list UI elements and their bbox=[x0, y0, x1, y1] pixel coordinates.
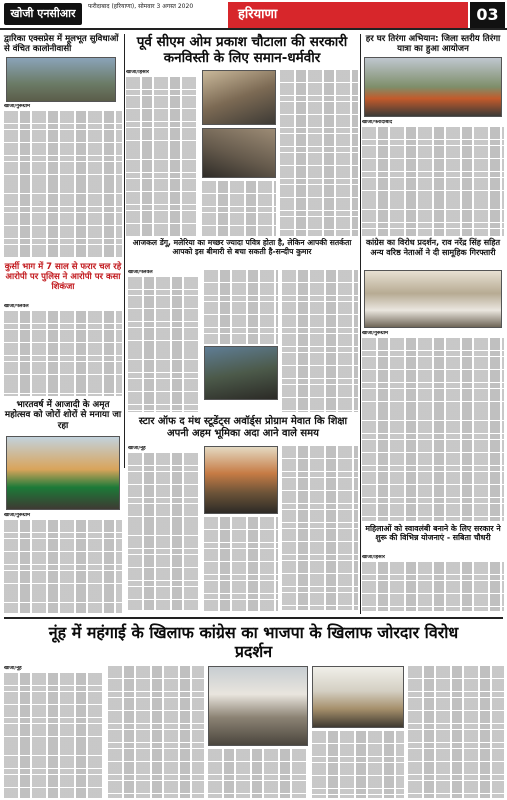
story-body bbox=[408, 666, 504, 798]
story-byline: खोजी/नूंह bbox=[128, 446, 146, 451]
story-body bbox=[108, 666, 204, 798]
story-byline: खोजी/पलवल bbox=[4, 304, 29, 309]
story-headline: हर घर तिरंगा अभियान: जिला स्तरीय तिरंगा यात्रा का हुआ आयोजन bbox=[365, 34, 501, 54]
story-byline: खोजी/गुरूग्राम bbox=[362, 331, 389, 336]
date-line: फरीदाबाद (हरियाणा), सोमवार 3 अगस्त 2020 bbox=[88, 3, 194, 10]
story-body bbox=[282, 446, 358, 610]
story-byline: खोजी/हिसार bbox=[362, 555, 385, 560]
story-body bbox=[280, 70, 358, 236]
story-photo bbox=[202, 70, 276, 125]
story-body bbox=[362, 331, 504, 521]
story-body bbox=[126, 70, 198, 236]
story-headline: आजकल डेंगू, मलेरिया का मच्छर ज्यादा पवित्र होता है, लेकिन आपकी सतर्कता आपको इस बीमारी से बचा सकती है-सन्दीप कुमार bbox=[132, 238, 352, 257]
story-body bbox=[204, 517, 278, 611]
masthead bbox=[0, 0, 507, 30]
story-photo bbox=[208, 666, 308, 746]
story-body bbox=[204, 270, 278, 344]
story-headline: स्टार ऑफ द मंथ स्टूडेंट्स अवॉर्ड्स प्रोग्राम मेवात कि शिक्षा अपनी अहम भूमिका अदा आने वाले समय bbox=[138, 416, 348, 439]
story-body bbox=[202, 181, 276, 236]
story-byline: खोजी/हिसार bbox=[126, 70, 149, 75]
story-byline: खोजी/गुरूग्राम bbox=[4, 104, 31, 109]
newspaper-logo: खोजी एनसीआर bbox=[4, 3, 82, 25]
story-headline: कांग्रेस का विरोध प्रदर्शन, राव नरेंद्र सिंह सहित अन्य वरिष्ठ नेताओं ने दी सामूहिक गिरफ्तारी bbox=[365, 238, 501, 257]
page-number: 03 bbox=[470, 2, 505, 28]
story-body bbox=[208, 749, 308, 798]
story-byline: खोजी/नूंह bbox=[4, 666, 22, 671]
story-byline: खोजी/गुरूग्राम bbox=[4, 513, 31, 518]
story-body bbox=[282, 270, 358, 412]
story-body bbox=[312, 731, 404, 798]
story-body bbox=[4, 513, 122, 613]
story-headline: नूंह में महंगाई के खिलाफ कांग्रेस का भाजपा के खिलाफ जोरदार विरोध प्रदर्शन bbox=[48, 623, 459, 661]
story-body bbox=[128, 446, 200, 610]
story-byline: खोजी/फरीदाबाद bbox=[362, 120, 393, 125]
story-body bbox=[362, 555, 504, 611]
story-photo bbox=[202, 128, 276, 178]
story-body bbox=[4, 666, 104, 798]
story-headline: भारतवर्ष में आजादी के अमृत महोत्सव को जोरों शोरों से मनाया जा रहा bbox=[4, 400, 122, 431]
section-banner: हरियाणा bbox=[228, 2, 468, 28]
story-photo bbox=[204, 346, 278, 400]
story-body bbox=[362, 120, 504, 236]
story-headline: महिलाओं को स्वावलंबी बनाने के लिए सरकार ने शुरू की विभिन्न योजनाएं - सबिता चौधरी bbox=[365, 524, 501, 543]
story-photo bbox=[6, 57, 116, 102]
story-byline: खोजी/पलवल bbox=[128, 270, 153, 275]
story-body bbox=[4, 104, 122, 260]
story-headline: कुर्सी भाग में 7 साल से फरार चल रहे आरोपी पर पुलिस ने आरोपी पर कसा शिकंजा bbox=[4, 262, 122, 292]
story-body bbox=[4, 304, 122, 396]
story-photo bbox=[364, 270, 502, 328]
story-body bbox=[128, 270, 200, 412]
lead-headline: पूर्व सीएम ओम प्रकाश चौटाला की सरकारी कनविस्ती के लिए समान-धर्मवीर bbox=[136, 34, 348, 66]
story-photo bbox=[312, 666, 404, 728]
story-headline: द्वारिका एक्सप्रेस में मूलभूत सुविधाओं से वंचित कालोनीवासी bbox=[4, 34, 119, 54]
story-photo bbox=[204, 446, 278, 514]
story-photo bbox=[364, 57, 502, 117]
story-photo bbox=[6, 436, 120, 510]
